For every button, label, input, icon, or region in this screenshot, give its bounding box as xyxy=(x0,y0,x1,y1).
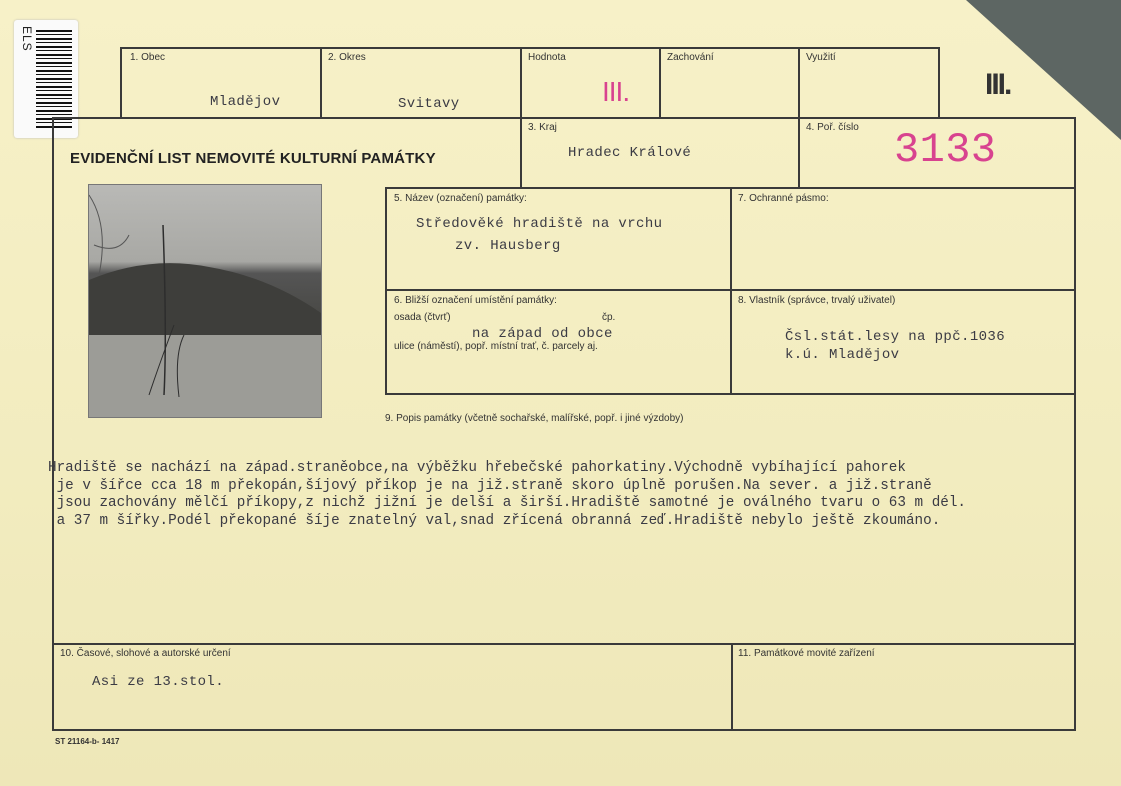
vlastnik-line-2: k.ú. Mladějov xyxy=(785,347,900,363)
grid-line xyxy=(938,47,940,118)
grid-line xyxy=(730,187,732,394)
grid-line xyxy=(731,643,733,730)
por-cislo-stamp: 3133 xyxy=(894,126,997,174)
popis-line: je v šířce cca 18 m překopán,šíjový příkop je na již.straně skoro úplně porušen.Na sever. a již.straně xyxy=(48,477,932,494)
form-number: ST 21164-b- 1417 xyxy=(55,737,120,746)
monument-photo xyxy=(88,184,322,418)
grid-line xyxy=(120,47,940,49)
ochranne-pasmo-label: 7. Ochranné pásmo: xyxy=(738,193,829,204)
urceni-value: Asi ze 13.stol. xyxy=(92,674,225,690)
zachovani-label: Zachování xyxy=(667,52,714,63)
grid-line xyxy=(798,47,800,188)
okres-value: Svitavy xyxy=(398,96,460,112)
grid-line xyxy=(320,47,322,118)
ulice-label: ulice (náměstí), popř. místní trať, č. parcely aj. xyxy=(394,341,598,352)
corner-category-mark: III. xyxy=(985,68,1011,101)
zarizeni-label: 11. Památkové movité zařízení xyxy=(738,648,875,659)
umisteni-label: 6. Bližší označení umístění památky: xyxy=(394,295,557,306)
grid-line xyxy=(120,47,122,118)
barcode-code: ELS xyxy=(20,26,34,52)
umisteni-value: na západ od obce xyxy=(472,326,613,342)
nazev-line-1: Středověké hradiště na vrchu xyxy=(416,216,663,232)
grid-line xyxy=(52,643,1076,645)
osada-label: osada (čtvrť) xyxy=(394,312,451,323)
nazev-line-2: zv. Hausberg xyxy=(455,238,561,254)
grid-line xyxy=(520,47,522,188)
popis-text xyxy=(48,460,966,530)
hill-landscape-image xyxy=(89,185,321,417)
hodnota-label: Hodnota xyxy=(528,52,566,63)
obec-label: 1. Obec xyxy=(130,52,166,63)
vyuziti-label: Využití xyxy=(806,52,836,63)
vlastnik-line-1: Čsl.stát.lesy na ppč.1036 xyxy=(785,329,1006,345)
grid-line xyxy=(1074,117,1076,730)
grid-line xyxy=(52,117,54,730)
popis-label: 9. Popis památky (včetně sochařské, malířské, popř. i jiné výzdoby) xyxy=(385,413,684,424)
barcode-bars xyxy=(36,30,72,130)
grid-line xyxy=(659,47,661,118)
grid-line xyxy=(385,187,387,394)
hodnota-stamp: III. xyxy=(602,76,630,107)
grid-line xyxy=(52,729,1076,731)
obec-value: Mladějov xyxy=(210,94,281,110)
kraj-label: 3. Kraj xyxy=(528,122,557,133)
popis-line: a 37 m šířky.Podél překopané šíje znatelný val,snad zřícená obranná zeď.Hradiště nebylo ještě zkoumáno. xyxy=(48,512,941,529)
okres-label: 2. Okres xyxy=(328,52,366,63)
barcode-label xyxy=(14,20,78,138)
grid-line xyxy=(52,117,1076,119)
card-title: EVIDENČNÍ LIST NEMOVITÉ KULTURNÍ PAMÁTKY xyxy=(70,150,436,167)
urceni-label: 10. Časové, slohové a autorské určení xyxy=(60,648,231,659)
cp-label: čp. xyxy=(602,312,616,323)
kraj-value: Hradec Králové xyxy=(568,145,692,161)
vlastnik-label: 8. Vlastník (správce, trvalý uživatel) xyxy=(738,295,896,306)
popis-line: jsou zachovány mělčí příkopy,z nichž jižní je delší a širší.Hradiště samotné je oválného tvaru o 63 m dél. xyxy=(48,495,967,511)
popis-line: Hradiště se nachází na západ.straněobce,na výběžku hřebečské pahorkatiny.Východně vybíhající pahorek xyxy=(48,460,906,476)
por-cislo-label: 4. Poř. číslo xyxy=(806,122,859,133)
nazev-label: 5. Název (označení) památky: xyxy=(394,193,527,204)
